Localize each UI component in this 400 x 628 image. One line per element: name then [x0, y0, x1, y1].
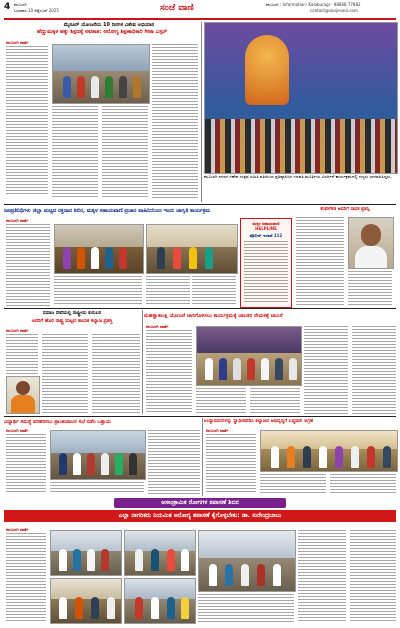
divider-3: [4, 416, 396, 417]
story-byline: ಕಲಬುರಗಿ ವಾರ್ತೆ: [6, 40, 29, 45]
lower-right-text-col2: [260, 474, 326, 494]
lower-left-photo: [50, 430, 146, 480]
avatar: [361, 224, 381, 246]
top-left-story: [4, 22, 200, 204]
profile-text-col1: [296, 217, 344, 307]
lower-left-text-col1: [6, 434, 46, 494]
crowd: [205, 119, 397, 173]
second-band-headline: ಜನಪ್ರತಿನಿಧಿಗಳು ಜಿಲ್ಲಾ ಮಟ್ಟದ ರಕ್ತದಾನ ಶಿಬಿರ, ಮಕ್ಕಳ ಸಹಾಯವಾಣಿ ಪ್ರಚಾರ ವಾಹಿನಿಯಿಂದ ಇಂದು ಜಾಗೃತಿ ಕಾರ್ಯಕ್ರಮ: [4, 208, 211, 214]
bottom-photo-2: [124, 530, 196, 576]
top-right-photo: [204, 22, 398, 174]
center-text-col3: [250, 388, 300, 414]
bottom-byline: ಕಲಬುರಗಿ ವಾರ್ತೆ: [6, 527, 29, 532]
second-band-byline: ಕಲಬುರಗಿ ವಾರ್ತೆ: [6, 218, 29, 223]
bottom-photo-5: [198, 530, 296, 592]
award-text-col2: [42, 334, 88, 414]
bottom-banner: [4, 498, 396, 524]
story-photo: [52, 44, 150, 104]
lower-right-headline: ಉದ್ಯಾನವನಗಳನ್ನು ಸ್ವಾಧೀನಪಡಿಸಿ ಕಲ್ಯಾಣದ ಅಭಿವೃದ್ಧಿಗೆ ಬದ್ಧವಾಗಿ ಆಗ್ರಹ: [204, 419, 314, 424]
helpline-text: [244, 241, 288, 303]
column-divider-top: [201, 22, 202, 202]
place-label: ಕಲಬುರಗಿ: [14, 2, 27, 7]
top-right-photo-caption: ಕಲಬುರಗಿ ನಗರದ ಗಣೇಶ ಉತ್ಸವ ಸಮಿತಿ ವತಿಯಿಂದ ಪ್ರತಿಷ್ಠಾಪಿಸಿದ ಗಣಪತಿ ಮೂರ್ತಿಯ ವಿಸರ್ಜನೆ ಕಾರ್ಯಕ್ರಮದಲ್ಲಿ ಗಣ್ಯರು ಭಾಗವಹಿಸಿದ್ದರು.: [204, 174, 392, 179]
lower-right-text-col1: [206, 434, 256, 494]
award-headline: ಅವರಿಗೆ ಹೊರ ರಾಷ್ಟ್ರ ಮಟ್ಟದ ಕಾಯಕ ಕಲ್ಯಾಣ ಪ್ರಶಸ್ತಿ: [31, 319, 113, 324]
lower-left-headline: ವಿದ್ಯಾರ್ಥಿ ಸಮಸ್ಯೆ ಪರಿಹರಿಸಲು ಪ್ರಾಂಶುಪಾಲರ ಸಭೆ ನಡೆಸಿ ಒತ್ತಾಯ: [4, 419, 111, 425]
story-text-col2: [52, 106, 98, 198]
second-band-photo: [54, 224, 144, 274]
lower-left-text-col2: [50, 482, 144, 494]
center-text-col2: [196, 388, 246, 414]
lower-right-photo: [260, 430, 398, 472]
second-band-photo-2: [146, 224, 238, 274]
lower-left-text-col3: [148, 430, 200, 494]
banner-title: ಅಸಾಂಕ್ರಾಮಿಕ ರೋಗಗಳ ತಪಾಸಣೆ ಶಿಬಿರ: [114, 498, 286, 508]
center-photo: [196, 326, 302, 386]
second-band-text-col3: [146, 276, 190, 306]
story-kicker: ಮೈಸೂರ್ ಯೋಜನೆಯ 10 ದಿನಗಳ ವಿಶೇಷ ಅಭಿಯಾನ: [63, 22, 155, 28]
masthead-logo: ಸಂಜೆ ವಾಣಿ: [160, 3, 194, 13]
story-text-col3: [102, 106, 148, 198]
center-text-col1: [146, 330, 192, 414]
second-band-text-col1: [6, 224, 50, 306]
email-line: contact@sanjevani.com: [310, 8, 358, 13]
lower-right-text-col3: [330, 474, 396, 494]
profile-title: ಕೆಂಪೇಗೌಡ ಅವರಿಗೆ ಸಾಧಕ ಪ್ರಶಸ್ತಿ: [320, 207, 370, 212]
contact-line: ಕಲಬುರಗಿ : Information- Kalaburagi - 98868 77882: [266, 2, 361, 7]
center-byline: ಕಲಬುರಗಿ ವಾರ್ತೆ: [146, 324, 169, 329]
bottom-photo-1: [50, 530, 122, 576]
helpline-subtitle: ಪೊಲೀಸ್ ಇಲಾಖೆ 112: [249, 233, 283, 238]
bottom-text-col3: [298, 530, 346, 622]
page-number: 4: [4, 2, 11, 12]
center-text-col5: [352, 326, 396, 414]
story-text-col4: [152, 44, 198, 198]
date-line: ಬುಧವಾರ 10 ಸೆಪ್ಟೆಂಬರ್ 2025: [14, 8, 59, 13]
idol-figure: [245, 35, 289, 105]
award-text-col3: [92, 334, 140, 414]
award-text-col1: [6, 334, 38, 374]
second-band-text-col2: [54, 276, 142, 306]
helpline-box: [240, 218, 292, 308]
bottom-photo-4: [124, 578, 196, 624]
award-kicker: ಸಮಾಜ ಸೇವೆಯಲ್ಲಿ ರಾಷ್ಟ್ರೀಯ ಕುರುಬರ: [42, 311, 102, 316]
profile-text-col2: [348, 271, 392, 307]
bottom-photo-3: [50, 578, 122, 624]
bottom-text-col2: [198, 594, 294, 622]
lower-right-byline: ಕಲಬುರಗಿ ವಾರ್ತೆ: [206, 428, 229, 433]
story-headline: ಹೆಣ್ಣುಮಕ್ಕಳ ಹಕ್ಕು ಶಿಕ್ಷಣಕ್ಕೆ ಅವಕಾಶ: ಆರೋಗ್ಯ ಶಿಕ್ಷಣಾಧಿಕಾರಿ ಗೀತಾ ಎಸ್ಸರ್: [36, 29, 168, 35]
bottom-text-col4: [350, 530, 396, 622]
column-divider-mid: [142, 310, 143, 414]
masthead-rule: [4, 18, 396, 20]
second-band-text-col4: [192, 276, 236, 306]
awardee-avatar: [16, 381, 30, 395]
center-text-col4: [304, 326, 348, 414]
helpline-title: ಮಕ್ಕಳ ಸಹಾಯವಾಣಿ HELPLINE: [252, 221, 280, 231]
profile-photo: [348, 217, 394, 269]
divider-2: [4, 308, 396, 309]
lower-left-byline: ಕಲಬುರಗಿ ವಾರ್ತೆ: [6, 428, 29, 433]
divider-1: [4, 204, 396, 205]
story-text-col1: [6, 46, 48, 196]
banner-headline: ಎಲ್ಲಾ ನಾಗರಿಕರು ನಿಯಮಿತ ಆರೋಗ್ಯ ತಪಾಸಣೆ ಕೈಗೊಳ್ಳಬೇಕು: ಡಾ. ಸುರೇಂದ್ರಬಾಬು: [4, 510, 396, 522]
center-headline: ಮಹತ್ವಾಕಾಂಕ್ಷಿ ಯೋಜನೆ ಜಾರಿಗೊಳಿಸಲು ಕಾರ್ಯಕ್ರಮಕ್ಕೆ ಚಾಲಕರ ನೇಮಕಕ್ಕೆ ಚಾಲನೆ: [144, 313, 283, 319]
award-byline: ಕಲಬುರಗಿ ವಾರ್ತೆ: [6, 328, 29, 333]
award-photo: [6, 376, 40, 414]
column-divider-low: [202, 418, 203, 496]
profile-box: [294, 207, 396, 307]
bottom-text-col1: [6, 533, 46, 623]
